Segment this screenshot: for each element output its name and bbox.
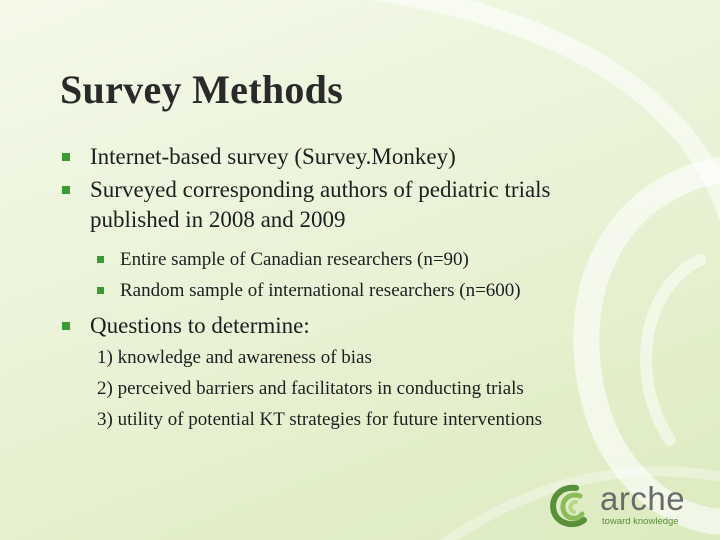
- logo-wordmark: arche: [600, 480, 686, 517]
- bullet-text: Internet-based survey (Survey.Monkey): [90, 144, 456, 169]
- slide-title: Survey Methods: [60, 67, 344, 112]
- question-item: 1) knowledge and awareness of bias: [97, 347, 372, 368]
- arche-logo: [546, 482, 696, 530]
- arche-swirl-logo-icon: [546, 482, 598, 530]
- square-bullet-icon: [62, 153, 70, 161]
- question-item: 2) perceived barriers and facilitators in conducting trials: [97, 378, 524, 399]
- square-bullet-icon: [62, 186, 70, 194]
- question-item: 3) utility of potential KT strategies for future interventions: [97, 409, 542, 430]
- bullet-text-line2: published in 2008 and 2009: [90, 207, 346, 232]
- square-bullet-icon: [97, 287, 104, 294]
- bullet-text: Questions to determine:: [90, 313, 310, 338]
- square-bullet-icon: [62, 322, 70, 330]
- sub-bullet-text: Entire sample of Canadian researchers (n=90): [120, 249, 469, 270]
- logo-tagline: toward knowledge: [602, 516, 679, 527]
- sub-bullet-text: Random sample of international researchers (n=600): [120, 280, 521, 301]
- square-bullet-icon: [97, 256, 104, 263]
- bullet-text-line1: Surveyed corresponding authors of pediatric trials: [90, 177, 551, 202]
